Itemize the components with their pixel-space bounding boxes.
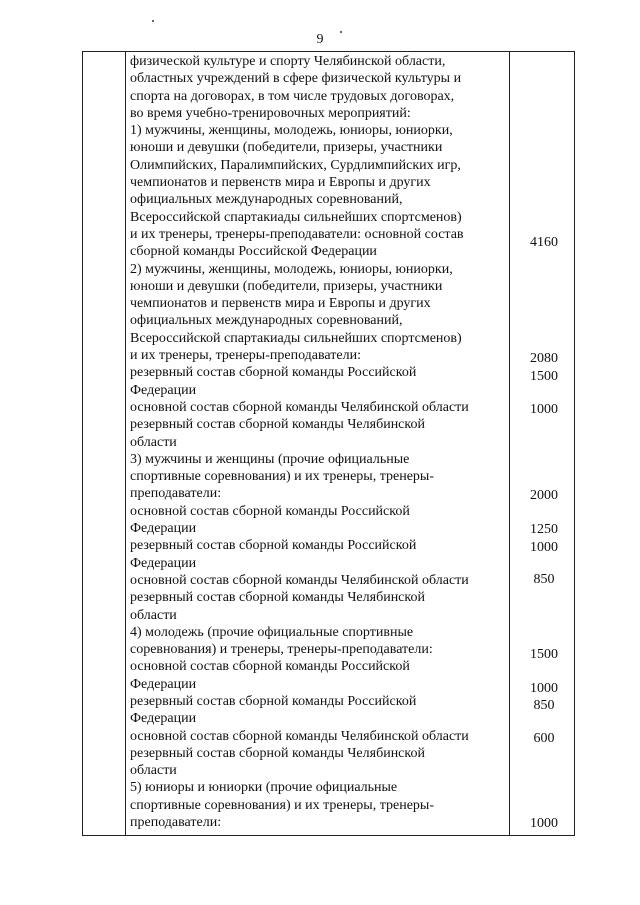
text-line: областных учреждений в сфере физической культуры и (130, 71, 462, 87)
text-line: области (130, 607, 177, 623)
column-divider (125, 52, 126, 835)
text-line: Олимпийских, Паралимпийских, Сурдлимпийских игр, (130, 157, 461, 173)
value-cell: 850 (533, 572, 555, 587)
text-line: юноши и девушки (победители, призеры, участники (130, 140, 443, 156)
text-line: основной состав сборной команды Челябинской области (130, 399, 469, 415)
text-line: резервный состав сборной команды Челябинской (130, 417, 425, 433)
text-line: Всероссийской спартакиады сильнейших спортсменов) (130, 330, 462, 346)
value-cell: 1000 (530, 540, 558, 555)
text-line: Федерации (130, 382, 197, 398)
text-line: резервный состав сборной команды Российской (130, 365, 417, 381)
text-line: резервный состав сборной команды Российской (130, 693, 417, 709)
page-number: 9 (316, 32, 324, 47)
text-line: официальных международных соревнований, (130, 192, 403, 208)
text-line: Федерации (130, 711, 197, 727)
text-line: Федерации (130, 521, 197, 537)
value-cell: 2000 (530, 488, 558, 503)
value-cell: 1000 (530, 681, 558, 696)
text-line: резервный состав сборной команды Российской (130, 538, 417, 554)
text-line: 3) мужчины и женщины (прочие официальные (130, 451, 410, 467)
text-line: 1) мужчины, женщины, молодежь, юниоры, юниорки, (130, 123, 453, 139)
description-column (130, 53, 510, 831)
text-line: области (130, 763, 177, 779)
text-line: спортивные соревнования) и их тренеры, тренеры- (130, 797, 434, 813)
text-line: спортивные соревнования) и их тренеры, тренеры- (130, 469, 434, 485)
value-cell: 600 (533, 731, 555, 746)
text-line: Федерации (130, 555, 197, 571)
value-cell: 1500 (530, 369, 558, 384)
text-line: 2) мужчины, женщины, молодежь, юниоры, юниорки, (130, 261, 453, 277)
text-line: физической культуре и спорту Челябинской области, (130, 54, 446, 69)
value-cell: 850 (533, 698, 555, 713)
value-cell: 2080 (530, 351, 558, 366)
text-line: юноши и девушки (победители, призеры, участники (130, 278, 443, 294)
value-cell: 4160 (530, 235, 558, 250)
text-line: основной состав сборной команды Челябинской области (130, 572, 469, 588)
value-cell: 1000 (530, 816, 558, 831)
text-line: официальных международных соревнований, (130, 313, 403, 329)
text-line: основной состав сборной команды Российской (130, 659, 410, 675)
text-line: резервный состав сборной команды Челябинской (130, 590, 425, 606)
text-line: области (130, 434, 177, 450)
text-line: Федерации (130, 676, 197, 692)
text-line: преподаватели: (130, 486, 222, 502)
text-line: преподаватели: (130, 815, 222, 831)
text-line: и их тренеры, тренеры-преподаватели: основной состав (130, 226, 464, 242)
value-cell: 1500 (530, 647, 558, 662)
value-cell: 1250 (530, 522, 558, 537)
text-line: основной состав сборной команды Челябинской области (130, 728, 469, 744)
text-line: во время учебно-тренировочных мероприятий: (130, 105, 411, 121)
text-line: 5) юниоры и юниорки (прочие официальные (130, 780, 398, 796)
text-line: Всероссийской спартакиады сильнейших спортсменов) (130, 209, 462, 225)
text-line: чемпионатов и первенств мира и Европы и других (130, 175, 431, 191)
value-cell: 1000 (530, 402, 558, 417)
text-line: резервный состав сборной команды Челябинской (130, 745, 425, 761)
text-line: основной состав сборной команды Российской (130, 503, 410, 519)
text-line: и их тренеры, тренеры-преподаватели: (130, 348, 361, 364)
text-line: спорта на договорах, в том числе трудовых договорах, (130, 88, 455, 104)
scan-speck (152, 20, 154, 22)
text-line: чемпионатов и первенств мира и Европы и других (130, 296, 431, 312)
text-line: 4) молодежь (прочие официальные спортивные (130, 624, 414, 640)
text-line: сборной команды Российской Федерации (130, 244, 377, 260)
text-line: соревнования) и тренеры, тренеры-преподаватели: (130, 642, 433, 658)
